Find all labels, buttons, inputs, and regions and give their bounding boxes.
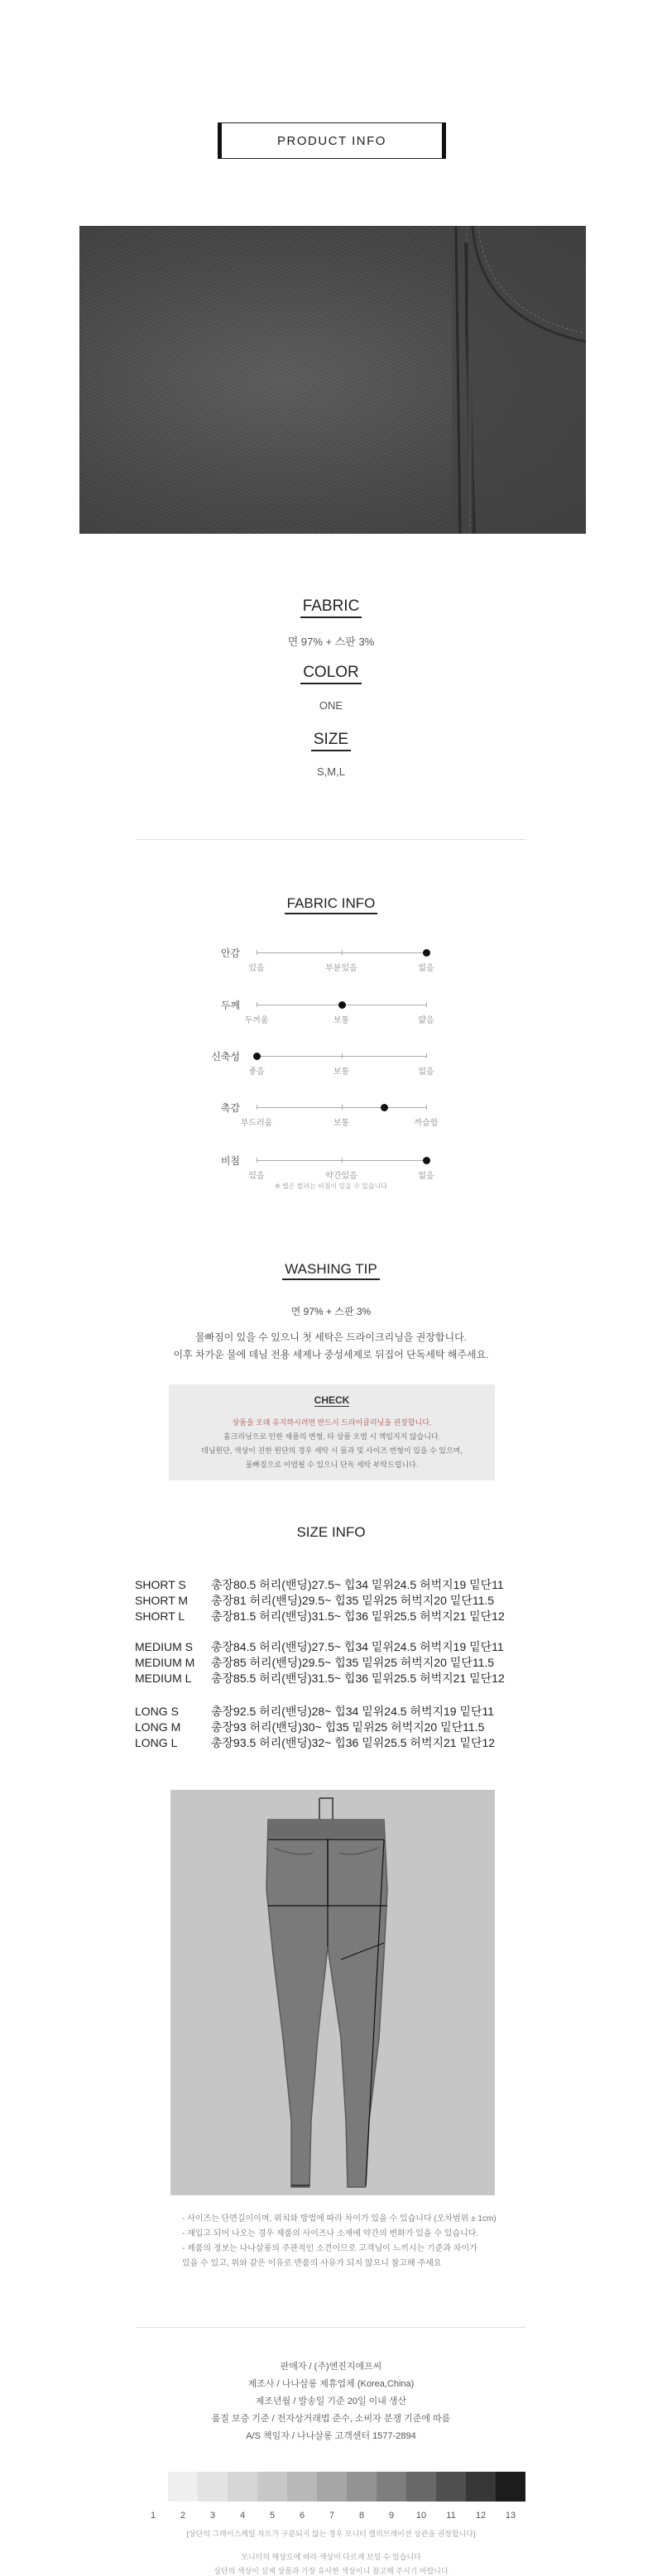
fabric-row-option: 없음 bbox=[418, 1172, 434, 1181]
fabric-row-tick bbox=[342, 1105, 343, 1110]
fabric-row-option: 부분있음 bbox=[325, 964, 357, 973]
grayscale-swatch bbox=[347, 2472, 377, 2502]
fabric-info-note: ※ 별은 컬러는 비침이 있을 수 있습니다 bbox=[275, 1182, 387, 1190]
grayscale-swatch bbox=[377, 2472, 406, 2502]
grayscale-number: 11 bbox=[446, 2511, 456, 2521]
size-row bbox=[135, 1654, 494, 1671]
check-line-1: 상품을 오래 유지하시려면 반드시 드라이클리닝을 권장합니다. bbox=[232, 1418, 432, 1427]
check-line-4: 물빠짐으로 이염될 수 있으니 단독 세탁 부탁드립니다. bbox=[245, 1461, 419, 1469]
size-row-spec: 총장93.5 허리(밴딩)32~ 힙36 밑위25.5 허벅지21 밑단12 bbox=[211, 1736, 496, 1749]
fabric-row-option: 보통 bbox=[333, 1016, 350, 1025]
fabric-row-option: 있음 bbox=[248, 964, 265, 973]
size-row bbox=[135, 1592, 494, 1609]
size-row-spec: 총장93 허리(밴딩)30~ 힙35 밑위25 허벅지20 밑단11.5 bbox=[211, 1720, 485, 1734]
grayscale-swatch bbox=[466, 2472, 496, 2502]
grayscale-number: 1 bbox=[150, 2511, 156, 2521]
denim-texture-overlay bbox=[79, 226, 586, 534]
grayscale-number: 6 bbox=[299, 2511, 305, 2521]
grayscale-swatch bbox=[198, 2472, 228, 2502]
bottom-note-line: 모니터의 해상도에 따라 색상이 다르게 보일 수 있습니다 bbox=[241, 2553, 421, 2561]
size-row-spec: 총장81 허리(밴딩)29.5~ 힙35 밑위25 허벅지20 밑단11.5 bbox=[211, 1594, 495, 1607]
washing-tip-heading: WASHING TIP bbox=[0, 1261, 662, 1278]
fabric-row-tick bbox=[426, 1053, 427, 1058]
grayscale-number: 9 bbox=[388, 2511, 395, 2521]
color-value: ONE bbox=[319, 699, 343, 712]
washing-line-2: 이후 차가운 물에 데님 전용 세제나 중성세제로 뒤집어 단독세탁 해주세요. bbox=[173, 1349, 489, 1360]
size-note-line: - 사이즈는 단면길이이며, 위치와 방법에 따라 차이가 있을 수 있습니다 (오차범위 ± 1cm) bbox=[182, 2214, 496, 2223]
fabric-row-option: 없음 bbox=[418, 964, 434, 973]
size-row-spec: 총장84.5 허리(밴딩)27.5~ 힙34 밑위24.5 허벅지19 밑단11 bbox=[211, 1640, 504, 1653]
check-line-3: 데님원단, 색상이 진한 원단의 경우 세탁 시 물과 및 사이즈 변형이 있을 수 있으며, bbox=[201, 1446, 463, 1455]
grayscale-swatch bbox=[406, 2472, 436, 2502]
size-row bbox=[135, 1670, 505, 1686]
grayscale-swatch bbox=[287, 2472, 317, 2502]
maker-info-line: 제조년월 / 발송일 기준 20일 이내 생산 bbox=[255, 2396, 407, 2406]
grayscale-swatch bbox=[496, 2472, 525, 2502]
fabric-row-option: 있음 bbox=[248, 1172, 265, 1181]
fabric-row-tick bbox=[342, 1158, 343, 1163]
size-row-label: MEDIUM M bbox=[135, 1656, 195, 1669]
fabric-row-tick bbox=[426, 1002, 427, 1007]
fabric-row-marker bbox=[423, 949, 430, 957]
grayscale-number: 2 bbox=[180, 2511, 186, 2521]
fabric-row-tick bbox=[342, 950, 343, 955]
fabric-row-label: 촉감 bbox=[220, 1102, 240, 1114]
grayscale-swatch bbox=[436, 2472, 466, 2502]
size-row-label: SHORT S bbox=[135, 1578, 186, 1591]
maker-info-line: 판매자 / (주)엔진지에프씨 bbox=[280, 2362, 382, 2372]
size-note-line: - 제품의 정보는 나나살롱의 주관적인 소견이므로 고객님이 느끼시는 기준과 차이가 bbox=[182, 2244, 477, 2253]
fabric-row-label: 비침 bbox=[220, 1155, 240, 1167]
fabric-row-label: 신축성 bbox=[211, 1051, 240, 1063]
washing-line-1: 물빠짐이 있을 수 있으니 첫 세탁은 드라이크리닝을 권장합니다. bbox=[194, 1331, 468, 1343]
size-row-label: SHORT L bbox=[135, 1609, 185, 1623]
fabric-row-marker bbox=[423, 1157, 430, 1164]
size-row-spec: 총장80.5 허리(밴딩)27.5~ 힙34 밑위24.5 허벅지19 밑단11 bbox=[211, 1578, 504, 1591]
bottom-note-line: [상단의 그레이스케일 차트가 구분되지 않는 경우 모니터 캘리브레이션 상관을 권장합니다] bbox=[186, 2530, 476, 2538]
grayscale-number: 12 bbox=[475, 2511, 487, 2521]
size-heading: SIZE bbox=[0, 731, 662, 749]
grayscale-swatch bbox=[228, 2472, 257, 2502]
fabric-row-marker bbox=[381, 1104, 388, 1111]
jeans-measure-diagram bbox=[170, 1790, 495, 2195]
grayscale-number: 4 bbox=[239, 2511, 246, 2521]
size-value: S,M,L bbox=[317, 765, 345, 778]
size-row bbox=[135, 1608, 505, 1624]
fabric-row-option: 두꺼움 bbox=[244, 1016, 269, 1025]
grayscale-swatch bbox=[257, 2472, 287, 2502]
size-row-label: LONG L bbox=[135, 1736, 178, 1749]
grayscale-number: 8 bbox=[358, 2511, 365, 2521]
size-row-label: MEDIUM L bbox=[135, 1672, 192, 1685]
fabric-row-option: 얇음 bbox=[418, 1016, 434, 1025]
size-row bbox=[135, 1734, 495, 1751]
size-row-label: SHORT M bbox=[135, 1594, 189, 1607]
fabric-row-option: 좋음 bbox=[248, 1067, 265, 1077]
grayscale-number: 10 bbox=[415, 2511, 427, 2521]
fabric-row-option: 까슬함 bbox=[414, 1119, 439, 1128]
size-row bbox=[135, 1719, 484, 1735]
size-row-spec: 총장85 허리(밴딩)29.5~ 힙35 밑위25 허벅지20 밑단11.5 bbox=[211, 1656, 495, 1669]
fabric-info-heading: FABRIC INFO bbox=[0, 895, 662, 912]
size-row-label: LONG S bbox=[135, 1705, 179, 1718]
fabric-row-tick bbox=[342, 1053, 343, 1058]
maker-info-line: 품질 보증 기준 / 전자상거래법 준수, 소비자 분쟁 기준에 따름 bbox=[211, 2414, 451, 2424]
grayscale-swatch bbox=[317, 2472, 347, 2502]
washing-fabric: 면 97% + 스판 3% bbox=[290, 1306, 372, 1317]
fabric-row-marker bbox=[253, 1053, 261, 1060]
bottom-note-line: 상단의 색상이 실제 상품과 가장 유사한 색상이니 참고해 주시기 바랍니다 bbox=[213, 2567, 449, 2575]
fabric-row-option: 보통 bbox=[333, 1067, 350, 1077]
grayscale-number: 5 bbox=[269, 2511, 276, 2521]
grayscale-number: 7 bbox=[329, 2511, 335, 2521]
product-info-header bbox=[218, 122, 446, 159]
check-line-2: 홈크리닝으로 인한 제품의 변형, 타 상품 오염 시 책임지지 않습니다. bbox=[223, 1432, 441, 1441]
size-row-spec: 총장85.5 허리(밴딩)31.5~ 힙36 밑위25.5 허벅지21 밑단12 bbox=[211, 1672, 505, 1685]
fabric-row-option: 보통 bbox=[333, 1119, 350, 1128]
size-row-spec: 총장92.5 허리(밴딩)28~ 힙34 밑위24.5 허벅지19 밑단11 bbox=[211, 1705, 495, 1718]
size-row-spec: 총장81.5 허리(밴딩)31.5~ 힙36 밑위25.5 허벅지21 밑단12 bbox=[211, 1609, 505, 1623]
size-info-heading: SIZE INFO bbox=[296, 1524, 366, 1540]
size-row-label: MEDIUM S bbox=[135, 1640, 193, 1653]
size-note-line: - 재입고 되어 나오는 경우 제품의 사이즈나 소재에 약간의 변화가 있을 수 있습니다. bbox=[182, 2229, 479, 2238]
fabric-row-label: 두께 bbox=[220, 1000, 240, 1011]
size-row bbox=[135, 1638, 504, 1655]
fabric-row-tick bbox=[426, 1105, 427, 1110]
color-heading: COLOR bbox=[0, 664, 662, 682]
fabric-heading: FABRIC bbox=[0, 597, 662, 616]
grayscale-swatch bbox=[168, 2472, 198, 2502]
fabric-row-option: 약간있음 bbox=[325, 1172, 357, 1181]
fabric-row-option: 없음 bbox=[418, 1067, 434, 1077]
check-title: CHECK bbox=[314, 1394, 350, 1406]
model-jeans-image bbox=[170, 1790, 495, 2195]
size-row-label: LONG M bbox=[135, 1720, 181, 1734]
grayscale-number: 13 bbox=[505, 2511, 516, 2521]
size-note-line: 있을 수 있고, 위와 같은 이유로 반품의 사유가 되지 않으니 참고해 주세요 bbox=[182, 2259, 442, 2268]
maker-info-line: 제조사 / 나나살롱 제휴업체 (Korea,China) bbox=[247, 2379, 415, 2389]
footer-divider bbox=[137, 2327, 525, 2328]
grayscale-number: 3 bbox=[209, 2511, 216, 2521]
fabric-value: 면 97% + 스판 3% bbox=[287, 636, 375, 648]
section-divider bbox=[137, 839, 525, 840]
fabric-row-label: 안감 bbox=[220, 947, 240, 959]
size-row bbox=[135, 1576, 504, 1593]
maker-info-line: A/S 책임자 / 나나살롱 고객센터 1577-2894 bbox=[246, 2431, 416, 2441]
fabric-row-option: 부드러움 bbox=[240, 1119, 273, 1128]
check-box bbox=[169, 1384, 495, 1480]
size-row bbox=[135, 1703, 494, 1720]
grayscale-swatch bbox=[138, 2472, 168, 2502]
fabric-swatch-image bbox=[79, 226, 586, 534]
fabric-row-marker bbox=[338, 1001, 346, 1009]
product-info-title: PRODUCT INFO bbox=[277, 133, 386, 148]
